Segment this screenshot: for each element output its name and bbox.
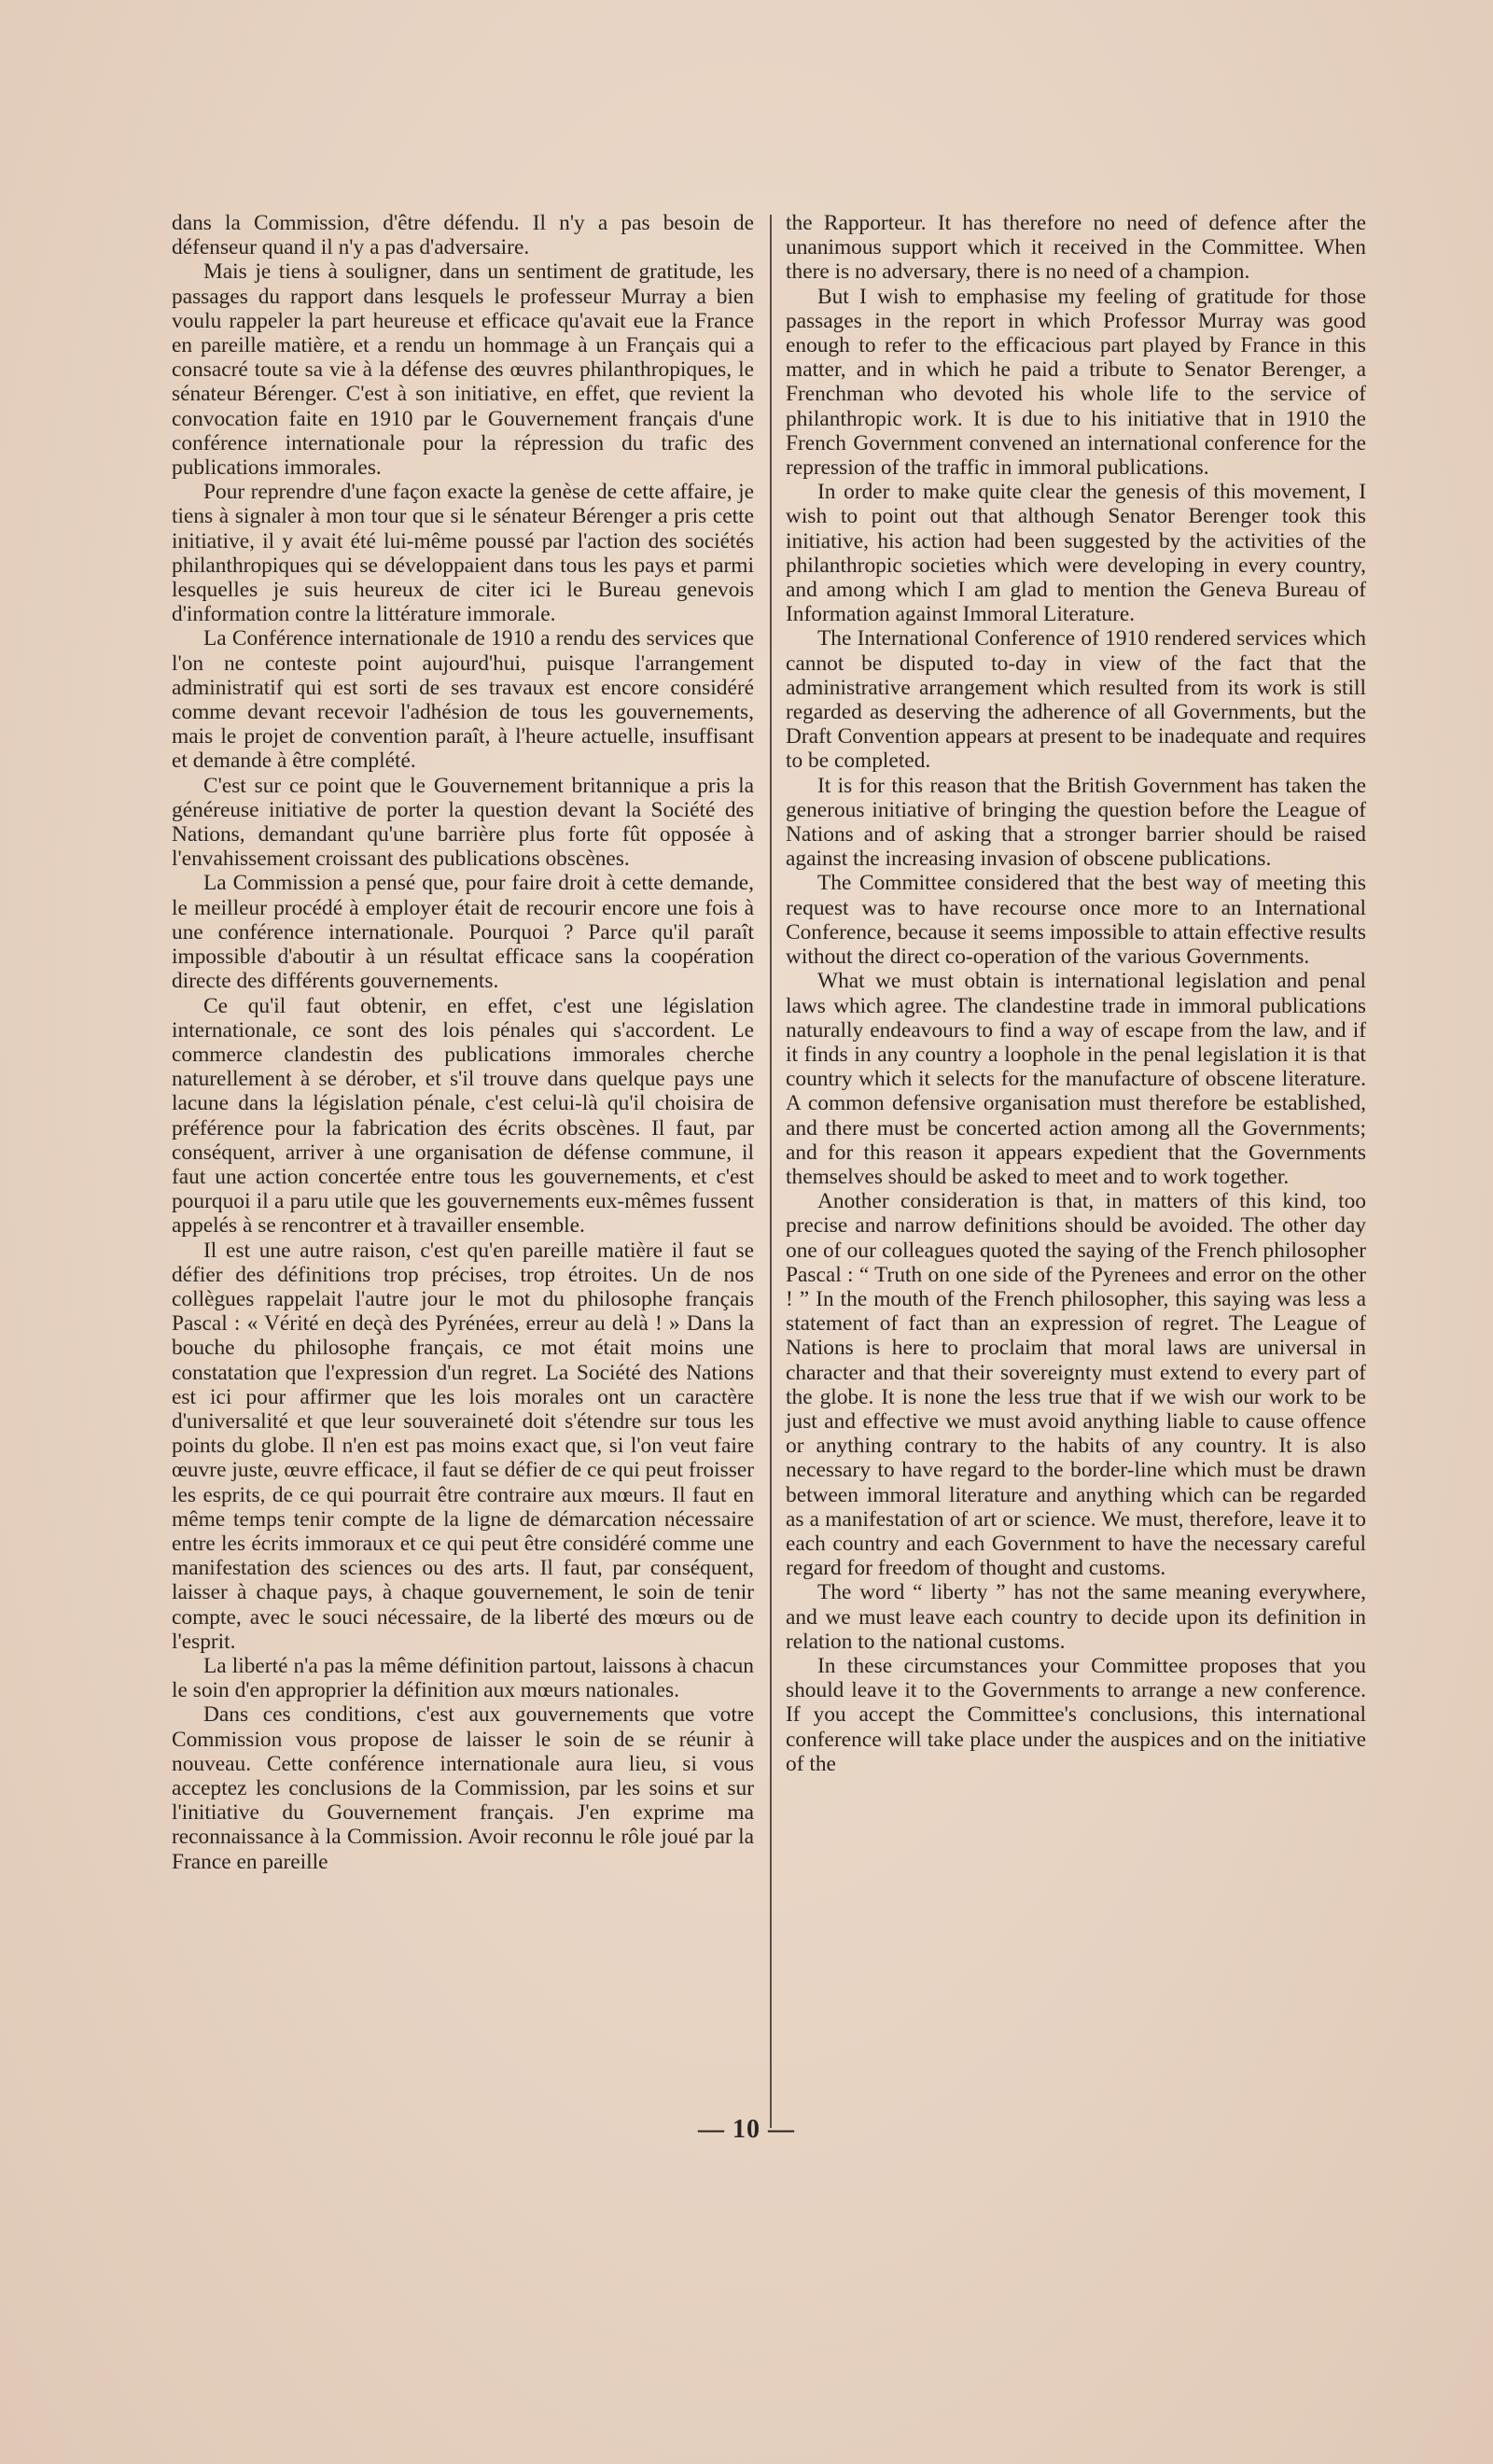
french-column	[172, 211, 754, 1874]
en-paragraph: The word “ liberty ” has not the same meaning everywhere, and we must leave each country to decide upon its definition in relation to the national customs.	[786, 1580, 1366, 1654]
en-paragraph: It is for this reason that the British Government has taken the generous initiative of bringing the question before the League of Nations and of asking that a stronger barrier should be raised against the increasing invasion of obscene publications.	[786, 773, 1366, 872]
en-paragraph: In these circumstances your Committee proposes that you should leave it to the Governments to arrange a new conference. If you accept the Committee's conclusions, this international conference will take place under the auspices and on the initiative of the	[786, 1653, 1366, 1776]
en-paragraph: The Committee considered that the best way of meeting this request was to have recourse once more to an International Conference, because it seems impossible to attain effective results without the direct co-operation of the various Governments.	[786, 871, 1366, 970]
page-number: — 10 —	[698, 2115, 795, 2144]
fr-paragraph: Mais je tiens à souligner, dans un sentiment de gratitude, les passages du rapport dans lesquels le professeur Murray a bien voulu rappeler la part heureuse et efficace qu'avait eue la France en pareille matière, et a rendu un hommage à un Français qui a consacré toute sa vie à la défense des œuvres philanthropiques, le sénateur Bérenger. C'est à son initiative, en effet, que revient la convocation faite en 1910 par le Gouvernement français d'une conférence internationale pour la répression du trafic des publications immorales.	[172, 259, 754, 481]
fr-paragraph: Il est une autre raison, c'est qu'en pareille matière il faut se défier des définitions trop précises, trop étroites. Un de nos collègues rappelait l'autre jour le mot du philosophe français Pascal : « Vérité en deçà des Pyrénées, erreur au delà ! » Dans la bouche du philosophe français, ce mot était moins une constatation que l'expression d'un regret. La Société des Nations est ici pour affirmer que les lois morales ont un caractère d'universalité et que leur souveraineté doit s'étendre sur tous les points du globe. Il n'en est pas moins exact que, si l'on veut faire œuvre juste, œuvre efficace, il faut se défier de ce qui peut froisser les esprits, de ce qui pourrait être contraire aux mœurs. Il faut en même temps tenir compte de la ligne de démarcation nécessaire entre les écrits immoraux et ce qui peut être considéré comme une manifestation des sciences ou des arts. Il faut, par conséquent, laisser à chaque pays, à chaque gouvernement, le soin de tenir compte, avec le souci nécessaire, de la liberté des mœurs ou de l'esprit.	[172, 1238, 754, 1654]
fr-paragraph: Dans ces conditions, c'est aux gouvernements que votre Commission vous propose de laisser le soin de se réunir à nouveau. Cette conférence internationale aura lieu, si vous acceptez les conclusions de la Commission, par les soins et sur l'initiative du Gouvernement français. J'en exprime ma reconnaissance à la Commission. Avoir reconnu le rôle joué par la France en pareille	[172, 1702, 754, 1874]
en-paragraph: In order to make quite clear the genesis of this movement, I wish to point out that although Senator Berenger took this initiative, his action had been suggested by the activities of the philanthropic societies which were developing in every country, and among which I am glad to mention the Geneva Bureau of Information against Immoral Literature.	[786, 480, 1366, 627]
fr-paragraph: C'est sur ce point que le Gouvernement britannique a pris la généreuse initiative de porter la question devant la Société des Nations, demandant qu'une barrière plus forte fût opposée à l'envahissement croissant des publications obscènes.	[172, 773, 754, 872]
column-divider	[770, 215, 772, 2128]
fr-paragraph: La Commission a pensé que, pour faire droit à cette demande, le meilleur procédé à employer était de recourir encore une fois à une conférence internationale. Pourquoi ? Parce qu'il paraît impossible d'aboutir à un résultat efficace sans la coopération directe des différents gouvernements.	[172, 871, 754, 994]
en-paragraph: the Rapporteur. It has therefore no need of defence after the unanimous support which it received in the Committee. When there is no adversary, there is no need of a champion.	[786, 211, 1366, 285]
fr-paragraph: La liberté n'a pas la même définition partout, laissons à chacun le soin d'en approprier la définition aux mœurs nationales.	[172, 1653, 754, 1703]
en-paragraph: Another consideration is that, in matters of this kind, too precise and narrow definitions should be avoided. The other day one of our colleagues quoted the saying of the French philosopher Pascal : “ Truth on one side of the Pyrenees and error on the other ! ” In the mouth of the French philosopher, this saying was less a statement of fact than an expression of regret. The League of Nations is here to proclaim that moral laws are universal in character and that their sovereignty must extend to every part of the globe. It is none the less true that if we wish our work to be just and effective we must avoid anything liable to cause offence or anything contrary to the habits of any country. It is also necessary to have regard to the border-line which must be drawn between immoral literature and anything which can be regarded as a manifestation of art or science. We must, therefore, leave it to each country and each Government to have the necessary careful regard for freedom of thought and customs.	[786, 1189, 1366, 1581]
fr-paragraph: Ce qu'il faut obtenir, en effet, c'est une législation internationale, ce sont des lois pénales qui s'accordent. Le commerce clandestin des publications immorales cherche naturellement à se dérober, et s'il trouve dans quelque pays une lacune dans la législation pénale, c'est celui-là qu'il choisira de préférence pour la fabrication des écrits obscènes. Il faut, par conséquent, arriver à une organisation de défense commune, il faut une action concertée entre tous les gouvernements, et c'est pourquoi il a paru utile que les gouvernements eux-mêmes fussent appelés à se rencontrer et à travailler ensemble.	[172, 993, 754, 1239]
english-column	[786, 211, 1366, 1776]
fr-paragraph: dans la Commission, d'être défendu. Il n'y a pas besoin de défenseur quand il n'y a pas d'adversaire.	[172, 211, 754, 260]
en-paragraph: The International Conference of 1910 rendered services which cannot be disputed to-day in view of the fact that the administrative arrangement which resulted from its work is still regarded as deserving the adherence of all Governments, but the Draft Convention appears at present to be inadequate and requires to be completed.	[786, 626, 1366, 774]
fr-paragraph: La Conférence internationale de 1910 a rendu des services que l'on ne conteste point aujourd'hui, puisque l'arrangement administratif qui est sorti de ses travaux est encore considéré comme devant recevoir l'adhésion de tous les gouvernements, mais le projet de convention paraît, à l'heure actuelle, insuffisant et demande à être complété.	[172, 626, 754, 774]
en-paragraph: What we must obtain is international legislation and penal laws which agree. The clandestine trade in immoral publications naturally endeavours to find a way of escape from the law, and if it finds in any country a loophole in the penal legislation it is that country which it selects for the manufacture of obscene literature. A common defensive organisation must therefore be established, and there must be concerted action among all the Governments; and for this reason it appears expedient that the Governments themselves should be asked to meet and to work together.	[786, 969, 1366, 1189]
en-paragraph: But I wish to emphasise my feeling of gratitude for those passages in the report in which Professor Murray was good enough to refer to the efficacious part played by France in this matter, and in which he paid a tribute to Senator Berenger, a Frenchman who devoted his whole life to the service of philanthropic work. It is due to his initiative that in 1910 the French Government convened an international conference for the repression of the traffic in immoral publications.	[786, 284, 1366, 481]
fr-paragraph: Pour reprendre d'une façon exacte la genèse de cette affaire, je tiens à signaler à mon tour que si le sénateur Bérenger a pris cette initiative, il y avait été lui-même poussé par l'action des sociétés philanthropiques qui se développaient dans tous les pays et parmi lesquelles je suis heureux de citer ici le Bureau genevois d'information contre la littérature immorale.	[172, 480, 754, 627]
